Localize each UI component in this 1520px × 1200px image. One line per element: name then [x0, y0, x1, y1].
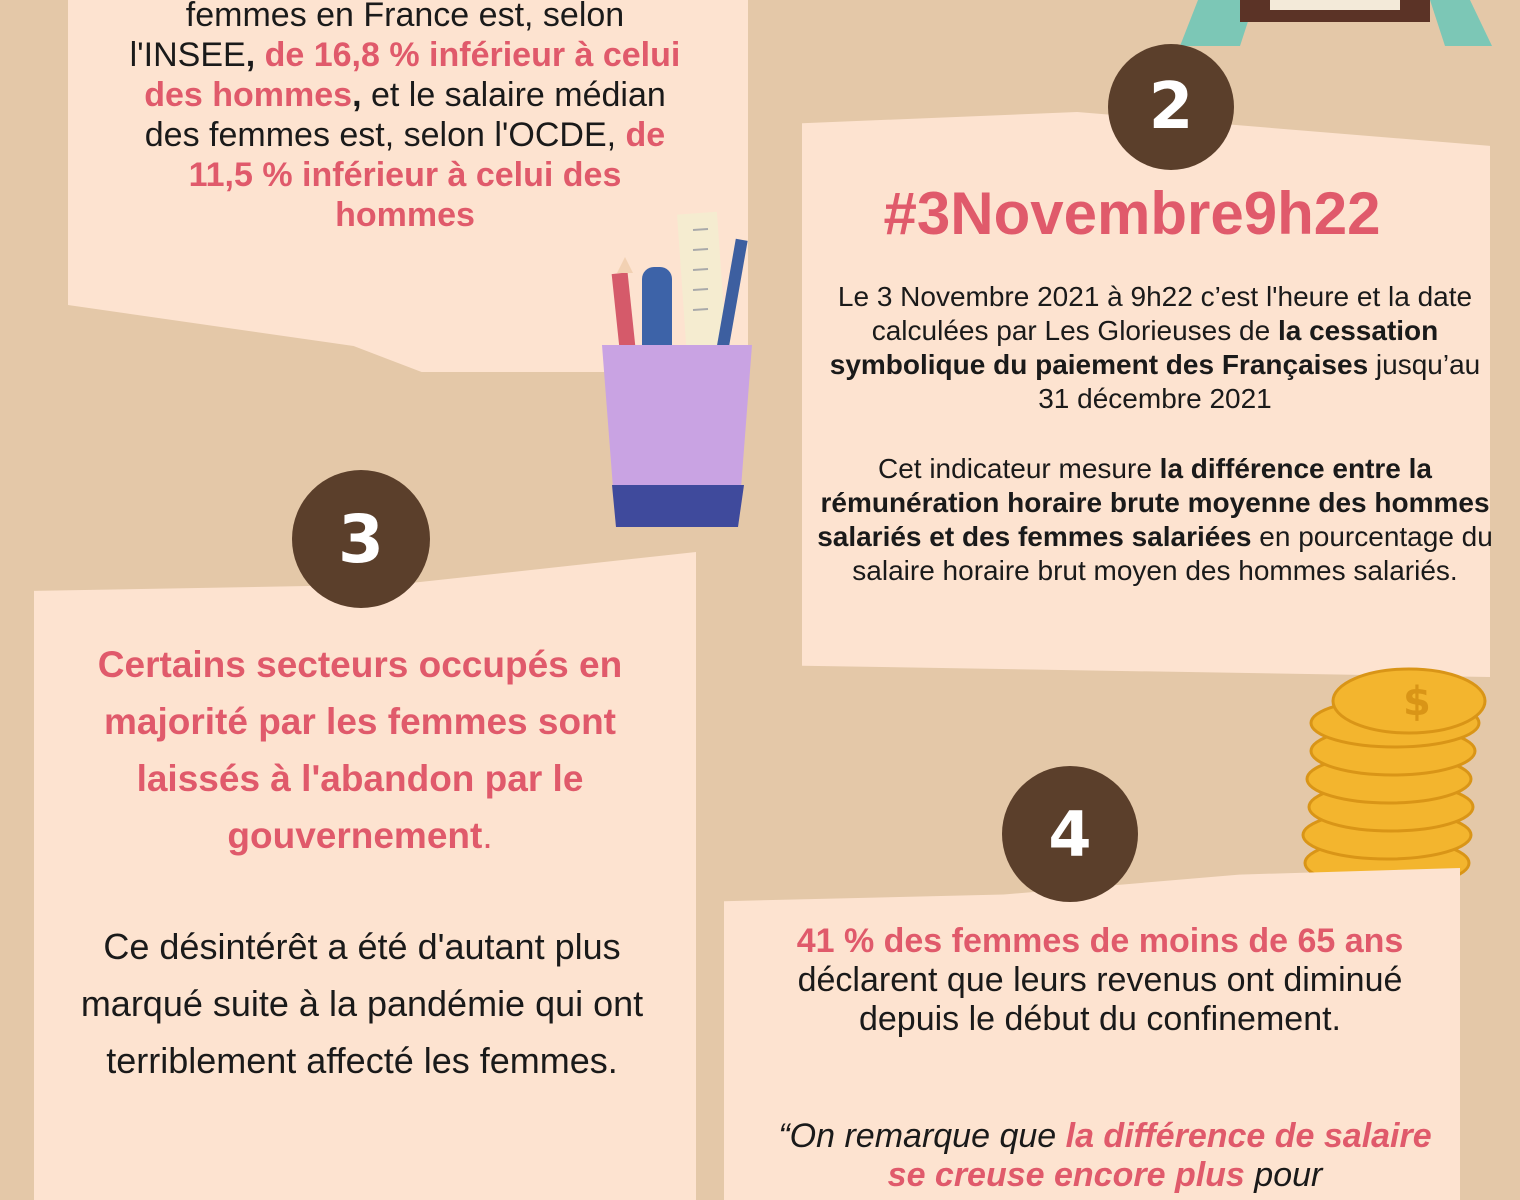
coin-stack-icon	[1295, 665, 1495, 895]
badge-3-label: 3	[338, 500, 384, 578]
card1-line2-a: l'INSEE	[129, 36, 246, 74]
card4-quote-pink: la différence de salaire se creuse encore plus	[887, 1117, 1432, 1194]
card1-line2-c: de 16,8 % inférieur à celui	[264, 36, 681, 74]
card1-line3-c: et le salaire médian	[361, 76, 666, 114]
card2-paragraph-1	[815, 280, 1495, 416]
card1-line1: femmes en France est, selon	[185, 0, 625, 34]
card4-quote-a: “On remarque que	[778, 1117, 1066, 1155]
card4-p1-rest: déclarent que leurs revenus ont diminué depuis le début du confinement.	[797, 961, 1403, 1038]
card2-p2-c: en pourcentage du salaire horaire brut moyen des hommes salariés.	[852, 521, 1493, 586]
card4-quote	[775, 1117, 1435, 1195]
card2-p2-bold: la différence entre la rémunération horaire brute moyenne des hommes salariés et des femmes salariées	[817, 453, 1490, 552]
badge-number-3	[292, 470, 430, 608]
card1-line6: hommes	[335, 196, 475, 234]
badge-number-4	[1002, 766, 1138, 902]
card2-p1-bold: la cessation symbolique du paiement des Françaises	[829, 315, 1439, 380]
card3-body: Ce désintérêt a été d'autant plus marqué suite à la pandémie qui ont terriblement affecté les femmes.	[80, 926, 644, 1081]
card1-line2-b: ,	[245, 36, 265, 74]
card3-highlight-end: .	[482, 815, 493, 856]
card4-p1-pink: 41 % des femmes de moins de 65 ans	[796, 922, 1404, 960]
card2-p2-a: Cet indicateur mesure	[877, 453, 1160, 484]
card1-line4-a: des femmes est, selon l'OCDE,	[144, 116, 626, 154]
hashtag-title: #3Novembre9h22	[883, 180, 1381, 247]
card1-line4-b: de	[625, 116, 666, 154]
svg-text:$: $	[1403, 679, 1431, 725]
card1-line3-b: ,	[352, 76, 362, 114]
card1-text	[80, 0, 730, 235]
card4-quote-b: pour	[1244, 1156, 1323, 1194]
badge-4-label: 4	[1048, 797, 1092, 871]
card1-line3-a: des hommes	[144, 76, 353, 114]
card4-paragraph	[785, 922, 1415, 1039]
card3-highlight	[50, 636, 670, 864]
card1-line5: 11,5 % inférieur à celui des	[188, 156, 622, 194]
card3-highlight-text: Certains secteurs occupés en majorité par les femmes sont laissés à l'abandon par le gouvernement	[97, 644, 623, 856]
badge-number-2	[1108, 44, 1234, 170]
laptop-hands-icon	[1170, 0, 1500, 50]
badge-2-label: 2	[1148, 70, 1194, 144]
pencil-cup-icon	[598, 205, 758, 535]
card2-paragraph-2	[815, 452, 1495, 588]
card2-p1-c: jusqu’au 31 décembre 2021	[1038, 349, 1481, 414]
card2-p1-a: Le 3 Novembre 2021 à 9h22 c’est l'heure et la date calculées par Les Glorieuses de	[837, 281, 1473, 346]
